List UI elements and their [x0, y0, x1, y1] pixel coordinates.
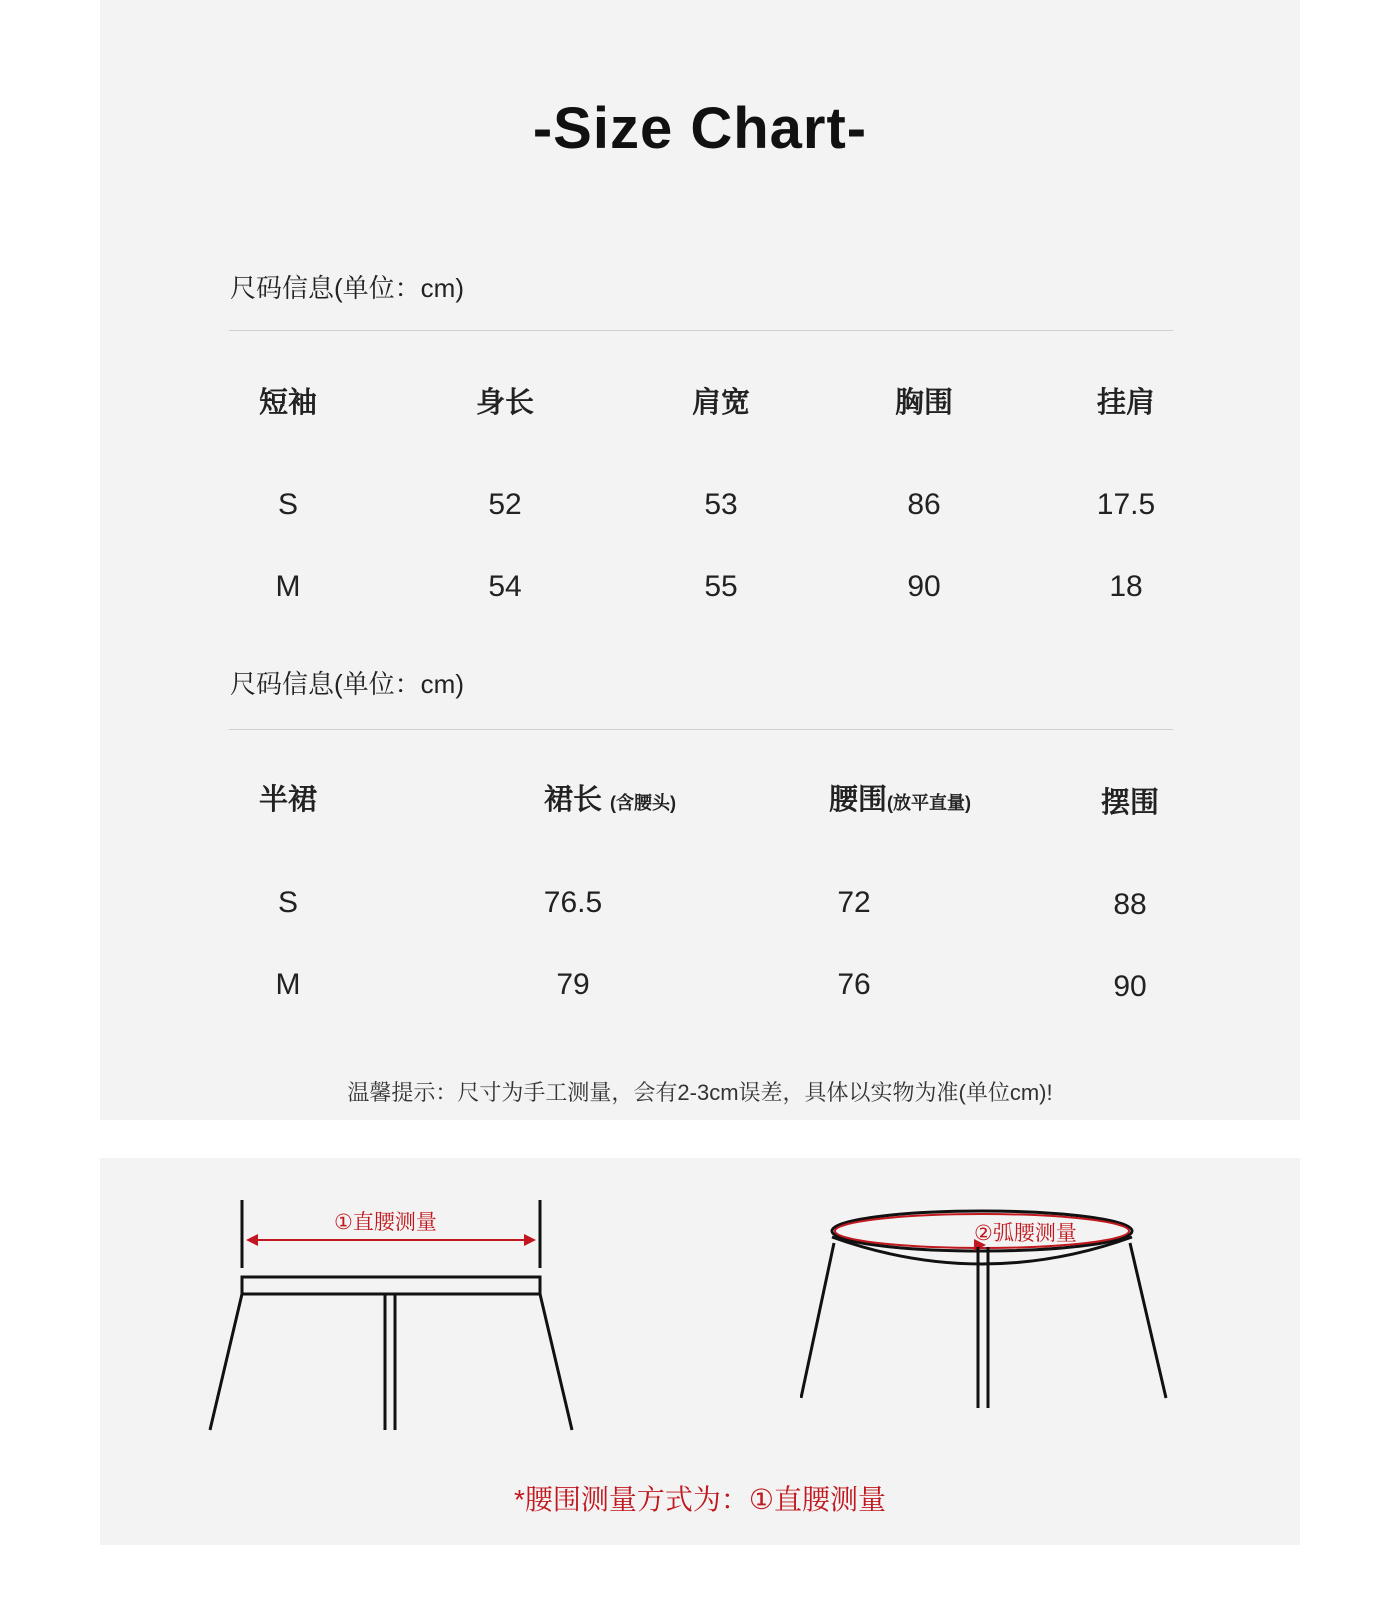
page-title: -Size Chart-: [532, 96, 868, 161]
top-row-m-size: M: [275, 570, 301, 603]
skirt-header-hem-main: 摆围: [1100, 787, 1159, 819]
skirt-row-m-waist: 76: [837, 968, 871, 1001]
top-row-s-size: S: [277, 488, 298, 521]
top-row-s-armhole: 17.5: [1096, 488, 1156, 521]
size-chart-panel: [100, 0, 1300, 1120]
straight-skirt-left: [210, 1294, 242, 1430]
top-row-m-armhole: 18: [1109, 570, 1143, 603]
straight-arrow-left-icon: [246, 1234, 258, 1246]
top-row-m-chest: 90: [907, 570, 941, 603]
top-header-type: 短袖: [258, 387, 317, 419]
skirt-table-divider: [229, 729, 1173, 730]
skirt-row-s-length: 76.5: [543, 886, 603, 919]
top-header-shoulder: 肩宽: [691, 387, 750, 419]
top-row-s-shoulder: 53: [704, 488, 738, 521]
skirt-header-waist: [780, 777, 1020, 818]
skirt-row-s-size: S: [277, 886, 298, 919]
skirt-header-type-main: 半裙: [258, 784, 317, 816]
top-row-m-length: 54: [488, 570, 522, 603]
top-header-chest: 胸围: [894, 387, 953, 419]
skirt-row-s-hem: 88: [1113, 888, 1147, 921]
skirt-header-length: [490, 777, 730, 818]
skirt-header-hem: [1010, 780, 1250, 821]
skirt-header-length-note: (含腰头): [610, 793, 677, 813]
top-row-s-length: 52: [488, 488, 522, 521]
top-table-label: 尺码信息(单位：cm): [230, 273, 464, 303]
skirt-header-waist-note: (放平直量): [887, 793, 971, 813]
measurement-tip: 温馨提示：尺寸为手工测量，会有2-3cm误差，具体以实物为准(单位cm)!: [347, 1080, 1053, 1105]
skirt-row-m-size: M: [275, 968, 301, 1001]
top-header-length: 身长: [475, 387, 534, 419]
curved-skirt-left: [801, 1243, 834, 1398]
straight-waistband: [242, 1277, 540, 1294]
skirt-row-m-hem: 90: [1113, 970, 1147, 1003]
top-row-m-shoulder: 55: [704, 570, 738, 603]
skirt-header-type: [168, 777, 408, 818]
straight-arrow-right-icon: [524, 1234, 536, 1246]
skirt-header-waist-main: 腰围: [828, 784, 887, 816]
skirt-row-m-length: 79: [556, 968, 590, 1001]
skirt-row-s-waist: 72: [837, 886, 871, 919]
top-table-divider: [229, 330, 1173, 331]
straight-measure-label: ①直腰测量: [334, 1211, 437, 1234]
curved-skirt-right: [1130, 1243, 1166, 1398]
skirt-header-length-main: 裙长: [543, 784, 602, 816]
top-row-s-chest: 86: [907, 488, 941, 521]
waist-method-note: *腰围测量方式为：①直腰测量: [514, 1484, 886, 1515]
straight-skirt-right: [540, 1294, 572, 1430]
curved-measure-label: ②弧腰测量: [974, 1222, 1077, 1245]
skirt-table-label: 尺码信息(单位：cm): [230, 669, 464, 699]
top-header-armhole: 挂肩: [1096, 387, 1155, 419]
